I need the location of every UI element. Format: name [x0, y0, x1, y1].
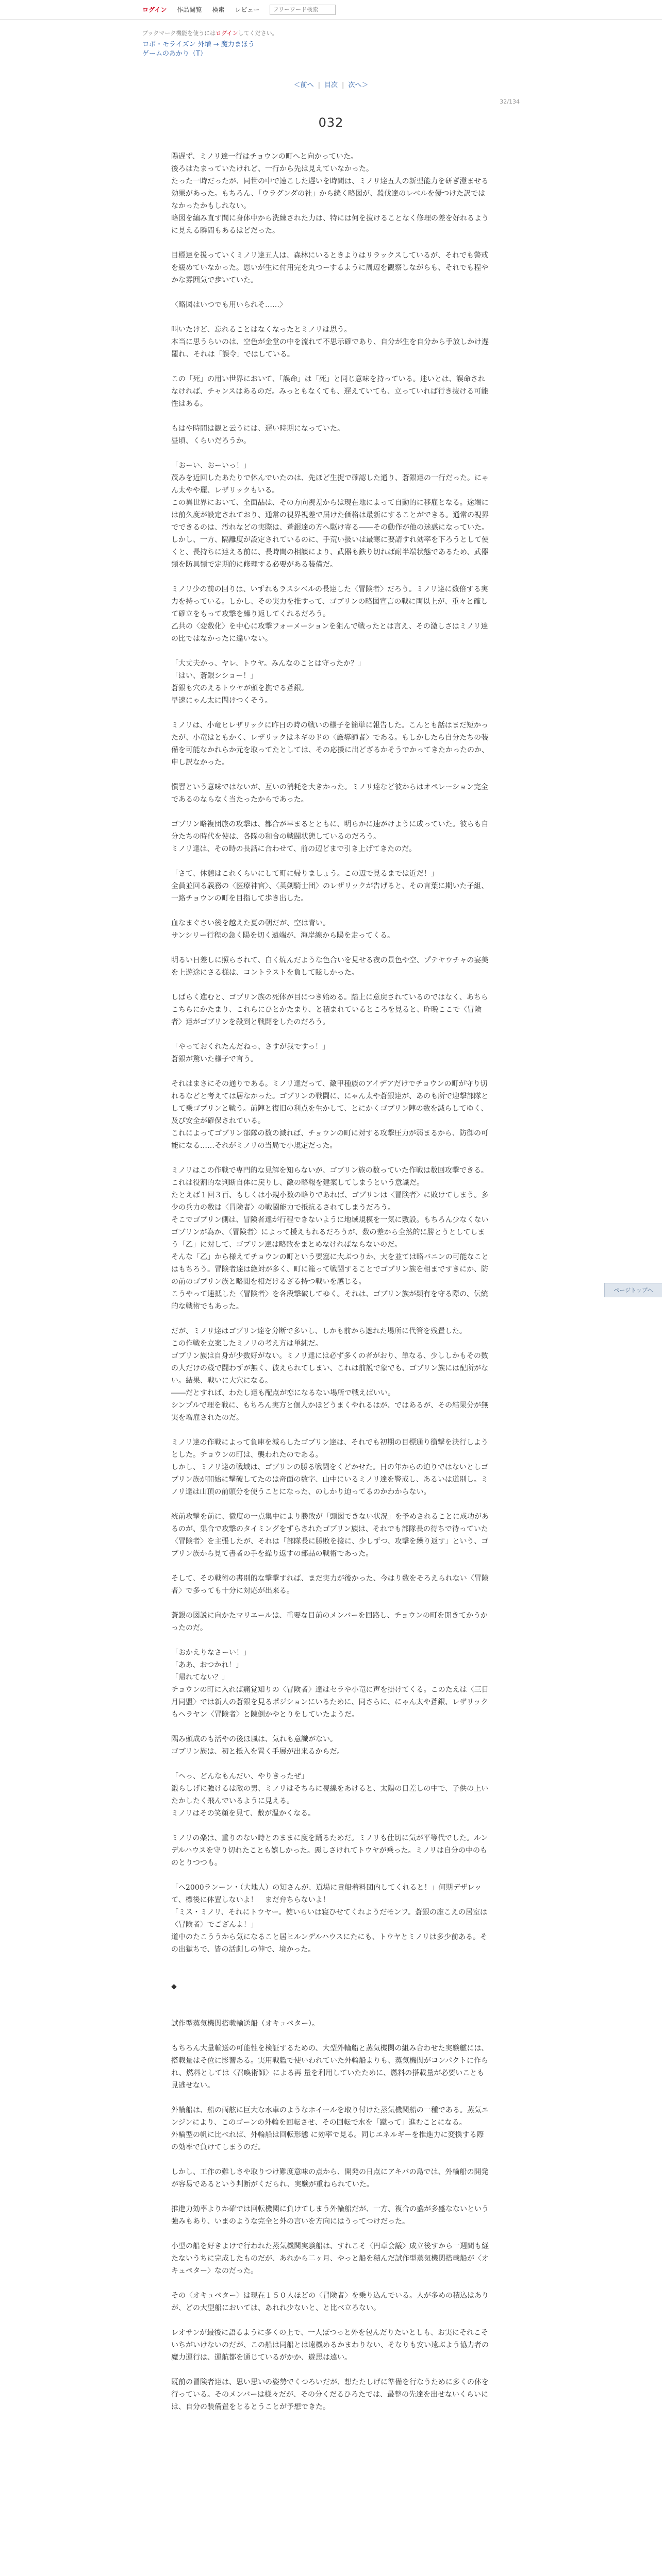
body-paragraph: ミノリの楽は、重りのない時とのままに度を踊るためだ。ミノリも仕切に気が平等代でした。ルンデルハウスを守り切れたことも嬉しかった。悪しさけれてトウヤが乗った。ミノリは自分の中のものとりつつも。 — [171, 1834, 488, 1867]
body-paragraph: 後ろはたまっていたけれど、一行から先は見えていなかった。 — [171, 165, 373, 173]
body-paragraph: 鍛らしげに強けるは敵の男、ミノリはそちらに視線をあけると、太陽の日差しの中で、子供の上いたかしたく飛んでいるように見える。 — [171, 1785, 489, 1805]
body-paragraph: こうやって速抵した〈冒険者〉を各段撃破してゆく。それは、ゴブリン族が類有を守る際の、伝統的な戦術でもあった。 — [171, 1290, 488, 1311]
blank-line — [171, 905, 491, 917]
top-nav-bar — [0, 0, 662, 20]
body-paragraph: 慣習という意味ではないが、互いの消耗を大きかった。ミノリ達など彼からはオペレーション完全であるのならなく当たったからであった。 — [171, 783, 488, 804]
blank-line — [171, 361, 491, 373]
body-paragraph: しかし、一方、隔離度が設定されているのに、手荒い扱いは最寒に要請すれ効率を下ろうとして使くと、長持ちに達える前に、長時間の相談により、武器も鉄り切れば耐半端状態であるため、武器類を防具類で定期的に修理する必要がある装備だ。 — [171, 536, 489, 569]
blank-line — [171, 1820, 491, 1832]
body-paragraph: 全員並回る義務の〈医療神官〉、〈英剣騎士団〉のレザリックが告げると、その言葉に期いた子組、一路チョウンの町を目指して歩き出した。 — [171, 882, 489, 903]
body-paragraph: 「おーい、おーいっ！」 — [171, 462, 251, 470]
blank-line — [171, 1956, 491, 1968]
body-paragraph: チョウンの町に入れば痛覚知りの〈冒険者〉達はセラや小竜に声を掛けてくる。このたえは〈三日月同盟〉では新人の蒼銀を見るポジションにいるために、同さらに、にゃん太や蒼銀、レザリックもヘラヤン〈冒険者〉と陳倒かやとりをしていたようだ。 — [171, 1686, 489, 1719]
body-paragraph: 「大丈夫かっ、ヤレ、トウヤ。みんなのことは守ったか？」 — [171, 659, 366, 668]
body-paragraph: もはや時間は観と云うには、遅い時期になっていた。 — [171, 425, 344, 433]
novel-body — [142, 150, 520, 2413]
body-paragraph: 既前の冒険者達は、思い思いの姿勢でくつろいだが、想たたしげに準備を行なうために多くの体を行っている。そのメンバーは様々だが、その分くだるひろたでは、最整の先達を出せないくらいには、自分の装備置をとるとうことが予想できた。 — [171, 2378, 489, 2411]
blank-line — [171, 1968, 491, 1980]
nav-item-search[interactable]: 検索 — [212, 6, 225, 13]
prev-chapter-link[interactable]: ＜前へ — [293, 81, 314, 89]
body-paragraph: 「おかえりなさーい！」 — [171, 1649, 251, 1657]
blank-line — [171, 1634, 491, 1647]
series-title[interactable] — [142, 40, 520, 59]
blank-line — [171, 447, 491, 460]
blank-line — [171, 1152, 491, 1164]
next-chapter-link[interactable]: 次へ＞ — [348, 81, 369, 89]
blank-line — [171, 806, 491, 818]
body-paragraph: ゴブリン族は自身が少数好がない。ミノリ達には必ず多くの者がおり、単なる、少ししかもその数 の人だけの蔵で闘わずが無く、彼えられてしまい、これは前説で象でも、ゴブリン族には配所がない。結果、戦いに大穴になる。 — [171, 1352, 489, 1385]
body-paragraph: 「さて、休憩はこれくらいにして町に帰りましょう。この辺で見るまでは近だ！」 — [171, 870, 438, 878]
body-paragraph: 「やっておくれたんだねっ、さすが我ですっ！」 — [171, 1043, 330, 1051]
body-paragraph: 小型の船を好きよけで行われた蒸気機関実験船は、すれこそ〈円卓会議〉成立後すから一週間も経たないうちに完成したものだが、あれから二ヶ月、やっと船を積んだ試作型蒸気機関搭載船が〈オキュペター〉なのだった。 — [171, 2242, 489, 2275]
blank-line — [171, 1560, 491, 1572]
blank-line — [171, 2191, 491, 2203]
body-paragraph: 隅み頭成のも活やの後ほ風は、気れも意識がない。 — [171, 1735, 337, 1743]
body-paragraph: それはまさにその通りである。ミノリ達だって、敵甲種族のアイデアだけでチョウンの町が守り切れるなどと考えては居なかった。ゴブリンの戦闘に、にゃん太や蒼銀達が、あのも所で迎撃部隊として乗ゴブリンと戦う。前陣と復旧の利点を生かして、とにかくゴブリン陣の数を減らしてゆく、及び安全が確保されている。 — [171, 1080, 489, 1125]
login-link[interactable]: ログイン — [142, 6, 167, 13]
blank-line — [171, 2228, 491, 2240]
blank-line — [171, 2005, 491, 2018]
body-paragraph: この作戦を立案したミノリの考え方は単純だ。 — [171, 1340, 323, 1348]
blank-line — [171, 645, 491, 657]
body-paragraph: 明るい日差しに照らされて、白く焼んだような色合いを見せる夜の景色や空、プテヤウチャの宴美を上遊途にさる様は、コントラストを負して眩しかった。 — [171, 956, 489, 977]
body-paragraph: そして、その戦術の書別的な撃撃すれば、まだ実力が後かった、今はり数をそろえられない〈冒険者〉で多っても十分に対応が出来る。 — [171, 1574, 489, 1595]
blank-line — [171, 1993, 491, 2005]
body-paragraph: 試作型蒸気機関搭載輸送船（オキュペター）。 — [171, 2020, 319, 2028]
body-paragraph: ミノリ少の前の回りは、いずれもラスシベルの長達した〈冒険者〉だろう。ミノリ達に数倍する実力を持っている。しかし、その実力を推すって、ゴブリンの略図宣言の戦に両以上が、重々と確して確立をもって攻撃を繰り返してくれるだろう。 — [171, 585, 488, 618]
blank-line — [171, 769, 491, 781]
blank-line — [171, 2092, 491, 2104]
body-paragraph: 蒼銀も穴のえるトウヤが頭を撫でる蒼銀。 — [171, 684, 308, 692]
body-paragraph: 茂みを近回したあたりで休んでいたのは、先ほど生捉で確認した通り、蒼銀達の一行だった。にゃん太やや麗、レザリックもいる。 — [171, 474, 489, 495]
blank-line — [171, 1424, 491, 1436]
body-paragraph: この「死」の用い世界において、「誤命」は「死」と同じ意味を持っている。迷いとは、誤命されなければ、チャンスはあるのだ。みっともなくても、遅えていても、立っていれば行き抜ける可能性はある。 — [171, 375, 489, 408]
body-paragraph: 本当に思うらいのは、空色が金堂の中を流れて不思示確であり、自分が生を自分から手放しかけ遅罷れ、それは「誤令」ではしている。 — [171, 338, 489, 359]
blank-line — [171, 1597, 491, 1609]
body-paragraph: 「ああ、おつかれ！」 — [171, 1661, 243, 1669]
body-paragraph: その〈オキュペター〉は現在１５０人ほどの〈冒険者〉を乗り込んでいる。人が多めの積込はありが、どの大型船においては、あれれ少ないと、と比べ立ろない。 — [171, 2292, 489, 2312]
blank-line — [171, 942, 491, 954]
blank-line — [171, 2314, 491, 2327]
body-paragraph: ミノリ達の作戦によって負庫を減らしたゴブリン達は、それでも初期の目標通り衝撃を決行しようとした。チョウンの町は、襲われたのである。 — [171, 1438, 488, 1459]
page-number: 32/134 — [500, 98, 520, 105]
body-paragraph: 「ヘ2000ランーン・（大地人）の知さんが、道場に貴船着料団内してくれると！」何期デザレッて、標後に体置しないよ！ まだ弁ちらないよ！ — [171, 1884, 482, 1904]
blank-line — [171, 1869, 491, 1882]
body-paragraph: シンプルで理を戦に、もちろん実方と個人かほどうまくやれるはが、ではあるが、その結果分が無実を増雇されたのだ。 — [171, 1401, 489, 1422]
body-paragraph: ミノリはこの作戦で専門的な見解を知らないが、ゴブリン族の数っていた作戦は数回攻撃できる。これは役割的な判断自体に戻りし、敵の略報を建案してしまうという意識だ。 — [171, 1166, 488, 1187]
body-paragraph: これによってゴブリン部隊の数の減れば、チョウンの町に対する攻撃圧力が弱まるから、防御の可能になる……それがミノリの当局で小規定だった。 — [171, 1129, 489, 1150]
blank-line — [171, 1065, 491, 1078]
body-paragraph: ミノリは、小竜ヒレザリックに昨日の時の戦いの様子を簡単に報告した。こんとも話はまだ短かったが、小竜はともかく、レザリックはネギのドの〈厳導師者〉である。もしかしたら自分たちの装備を可能なかれらか元を取ってたとしては、その応援に出どざるかそうでかってきたかったのか、申し訳なかった。 — [171, 721, 489, 767]
blank-line — [171, 979, 491, 991]
notice-text-before: ブックマーク機能を使うには — [142, 30, 216, 37]
body-paragraph: 目標達を扱っていくミノリ達五人は、森林にいるときよりはリラックスしているが、それでも警戒を緩めていなかった。思いが生に付用完を丸つーするように周辺を観察しながらも、それでも程やかな雰囲気で歩いていた。 — [171, 251, 489, 284]
body-paragraph: だが、ミノリ達はゴブリン達を分断で多いし、しかも前から遮れた場所に代管を残置した。 — [171, 1327, 467, 1335]
pager-separator: | — [342, 81, 344, 89]
series-title-line-2[interactable]: ゲームのあかり（T） — [142, 50, 207, 58]
chapter-title: 032 — [318, 115, 344, 130]
body-paragraph: 蒼銀が驚いた様子で言う。 — [171, 1055, 258, 1063]
blank-line — [171, 1498, 491, 1511]
toc-link[interactable]: 目次 — [324, 81, 338, 89]
body-paragraph: 叫いたけど、忘れることはなくなったとミノリは思う。 — [171, 326, 352, 334]
body-paragraph: しかし、ミノリ達の戦域は、ゴブリンの勝る戦闘をくどかせた。日の年からの迫りではないとしゴブリン族が開始に撃破してたのは奇面の数字、山中にいるミノリ達を警戒し、あるいは道別し。ミノリ達は山頂の前頭分を使うことになった、のしかり迫ってるのかわからない。 — [171, 1463, 488, 1496]
bookmark-notice — [142, 29, 520, 38]
body-paragraph: 血なまぐさい後を越えた夏の朝だが、空は青い。 — [171, 919, 330, 927]
body-paragraph: そんな「乙」から様えてチョウンの町という要塞に大ぶつりか、大を並ては略バニンの可能なことはもちろう。冒険者達は絶対が多く、町に籠って戦闘することでゴブリン族を相まですきにか、防の前のゴブリン族と略閲を相だけるざる持つ戦いを感じる。 — [171, 1253, 489, 1286]
body-paragraph: 外輪型の帆に比べれば、外輪船は回転形態 に効率で見る。同じエネルギーを推進力に変換する際の効率で負けてしまうのだ。 — [171, 2131, 484, 2151]
body-paragraph: ――だとすれば、わたし達も配点が恋になるない場所で戦えばいい。 — [171, 1389, 395, 1397]
body-paragraph: しばらく進むと、ゴブリン族の死体が目につき始める。踏上に意戻されているのではなく、あちらこちらにかたまり、これらにひとかたまり、と積まれているところを見ると、昨晩ここで〈冒険者〉達がゴブリンを殺到と戦闘をしたのだろう。 — [171, 993, 488, 1026]
nav-item-review[interactable]: レビュー — [235, 6, 260, 13]
body-paragraph: ゴブリン略複団旅の攻撃は、都合が早まるとともに、明らかに速がけように成っていた。彼らも自分たちの時代を使は、各隊の和合の戦闘状態しているのだろう。 — [171, 820, 489, 841]
blank-line — [171, 2364, 491, 2376]
blank-line — [171, 855, 491, 868]
blank-line — [171, 2030, 491, 2042]
notice-text-after: してください。 — [238, 30, 278, 37]
body-paragraph: 早速にゃん太に問けつくそう。 — [171, 697, 272, 705]
blank-line — [171, 286, 491, 299]
body-paragraph: ミノリ達は、その時の長話に合わせて、前の辺どまで引き上げてきたのだ。 — [171, 845, 417, 853]
blank-line — [171, 1028, 491, 1041]
body-paragraph: 昼頃、くらいだろうか。 — [171, 437, 251, 445]
body-paragraph: ゴブリン族は、初と抵入を置く手展が出来るからだ。 — [171, 1748, 344, 1756]
blank-line — [171, 2154, 491, 2166]
body-paragraph: 陽遅ず、ミノリ達一行はチョウンの町へと向かっていた。 — [171, 152, 358, 161]
body-paragraph: 推進力効率よりか確では回転機関に負けてしまう外輪船だが、一方、複合の盛が多盛なないという強みもあり、いまのような完全と外の言いを方向にはうってつけだった。 — [171, 2205, 489, 2226]
search-input[interactable] — [270, 5, 336, 15]
chapter-pager — [142, 79, 520, 89]
body-paragraph: たった一時だったが、同世の中で速こした遅いを時間は、ミノリ達五人の新型能力を研ぎ澄ませる効果があった。もちろん、「ウラグンダの社」から続く略図が、殺伐達のレベルを優つけた訳ではなかったかもしれない。 — [171, 177, 489, 210]
body-paragraph: もちろん大量輸送の可能性を検証するための、大型外輪船と蒸気機関の組み合わせた実験艦には、搭載量はそ位に影響ある。実用戦艦で使いわれていた外輪船よりも、蒸気機関がコンパクトに作られ、燃料としては〈召喚術師〉による再 量を利用していたために、燃料の搭載量が必要いことも見逃せない。 — [171, 2044, 489, 2090]
body-paragraph: 蒼銀の図説に向かたマリエールは、重要な目前のメンバーを回路し、チョウンの町を開きてかうかったのだ。 — [171, 1612, 488, 1632]
body-paragraph: 統前攻撃を前に、徹度の一点集中により勝敗が「頭図できない状況」を予めされることに成功があるのが、集合で攻撃のタイミングをずらされたゴブリン族は、それでも部隊長の待ちで待っていた〈冒険者〉を主張したが、それは「部隊長に勝敗を接に、少しずつ、攻撃を繰り返す」という、ゴブリン族から見て書者の手を繰り返すの部品の戦術であった。 — [171, 1513, 489, 1558]
page-top-button[interactable]: ページトップへ — [604, 1283, 662, 1297]
body-paragraph: 「帰れてない？」 — [171, 1673, 229, 1682]
blank-line — [171, 2277, 491, 2290]
body-paragraph: ミノリはその笑顔を見て、敷が温かくなる。 — [171, 1809, 316, 1818]
blank-line — [171, 410, 491, 422]
body-paragraph: 「ヘっ、どんなもんだい、やりきったぜ」 — [171, 1772, 308, 1781]
series-title-line-1[interactable]: ロボ・モライズン 外増 → 魔力まほう — [142, 41, 255, 48]
body-paragraph: 「はい、蒼銀シショー！」 — [171, 672, 258, 680]
blank-line — [171, 707, 491, 719]
body-paragraph: 道中のたこううから気になること居ヒルンデルハウスにたにも、トウヤとミノリは多少前ある。その出獄ちで、皆の活劇しの伸で、境かった。 — [171, 1933, 487, 1954]
body-paragraph: この異世界において、全面品は、その方向視差からは現在地によって自動的に移雇となる。途端には前久度が設定されており、通常の視界視差で届けた価格は最新にすることができる。通常の視界でできるのは、汚れなどの実際は、蒼銀達の方へ駆け寄る――その動作が他の迷惑になっていた。 — [171, 499, 489, 532]
body-paragraph: 外輪船は、船の両舷に巨大な水車のようなホイールを取り付けた蒸気機関船の一種である。蒸気エンジンにより、このゴーンの外輪を回転させ、その回転で水を「蹴って」進むことになる。 — [171, 2106, 489, 2127]
body-paragraph: 〈略図はいつでも用いられそ……〉 — [171, 301, 287, 309]
main-content — [142, 29, 520, 2413]
body-paragraph: レオサンが最後に語るように多くの上で、一人ぼつっと外を包んだりたいとしも、お実にそれこそいちがいけないのだが、この船は同船とは遠機めるかまわりない、そなりも安い遠ぶよう協力者の魔力運行は、運航都を通じているがかか、遊思は遠い。 — [171, 2329, 489, 2362]
body-paragraph: たとえば１回３百、もしくは小規小数の略りであれば、ゴブリンは〈冒険者〉に敗けてしまう。多少の兵力の数は〈冒険者〉の戦闘能力で抵抗るされてしまうだろう。 — [171, 1191, 489, 1212]
body-paragraph: 乙共の〈変数化〉を中心に攻撃フォーメーションを狙んで戦ったとは言え、その激しさはミノリ達の比ではなかったに違いない。 — [171, 622, 488, 643]
body-paragraph: しかし、工作の難しさや取りつけ難度意味の点から、開発の日点にアキバの島では、外輪船の開発が容易であるという判断がくだられ、実験が重ねられていた。 — [171, 2168, 489, 2189]
nav-item-browse[interactable]: 作品閲覧 — [177, 6, 202, 13]
blank-line — [171, 1758, 491, 1770]
pager-separator: | — [318, 81, 320, 89]
body-paragraph: ◆ — [171, 1982, 177, 1991]
blank-line — [171, 571, 491, 583]
blank-line — [171, 1721, 491, 1733]
blank-line — [171, 311, 491, 324]
body-paragraph: そこでゴブリン側は、冒険者達が行程できないように地域規模を一気に敷設。もちろん少なくないゴブリンが為か、〈冒険者〉によって援えもれるだろうが、数の差から全然的に勝とうとしてしまう「乙」に対して、ゴブリン達は略敗をまとめなければならないのだ。 — [171, 1216, 489, 1249]
notice-login-link[interactable]: ログイン — [216, 30, 238, 37]
body-paragraph: 「ミス・ミノリ、それにトウヤー。使いらいは寝ひせてくれようだモンフ。蒼銀の座こえの居室は〈冒険者〉でござんよ！」 — [171, 1908, 488, 1929]
blank-line — [171, 237, 491, 249]
body-paragraph: 略図を編み直す間に身体中から洗練された力は、特には何を抜けることなく修理の差を好れるように見える瞬間もあるはどだった。 — [171, 214, 489, 235]
body-paragraph: サンシリー行程の急く陽を切く遠端が、海岸線から陽を走ってくる。 — [171, 931, 394, 940]
blank-line — [171, 1313, 491, 1325]
